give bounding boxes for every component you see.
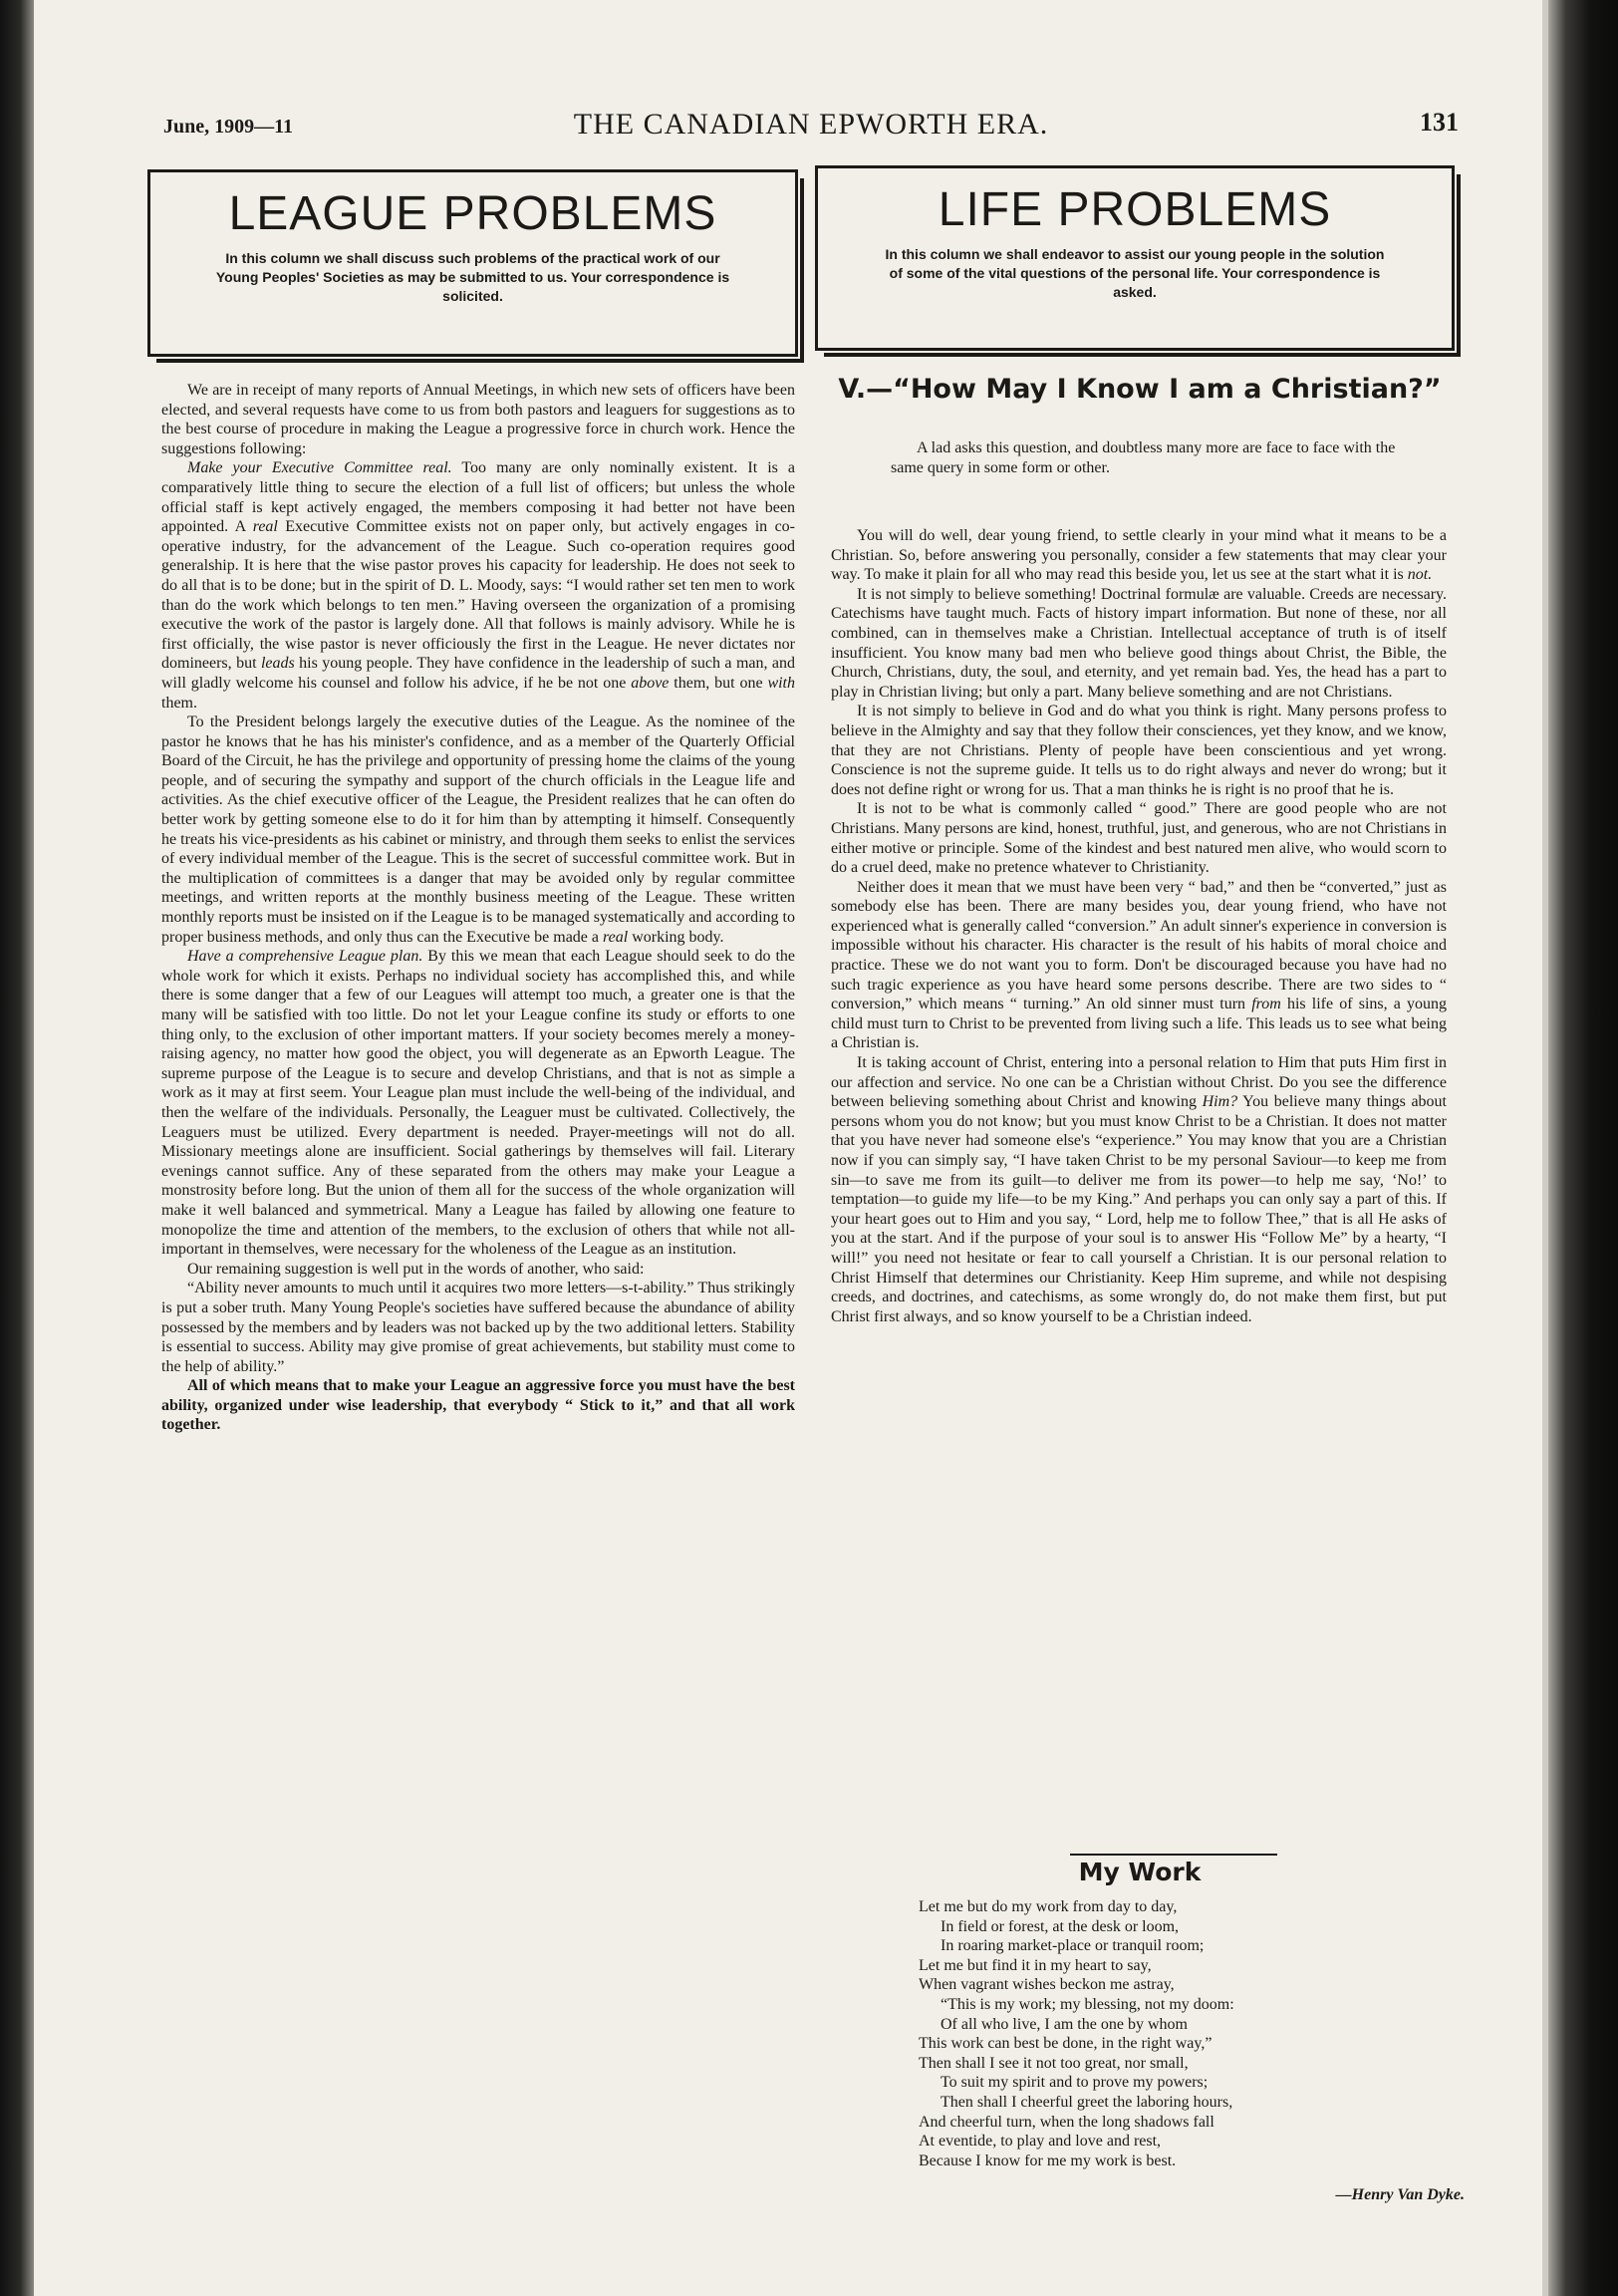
poem-line: And cheerful turn, when the long shadows fall [919, 2113, 1214, 2131]
life-article-title: V.—“How May I Know I am a Christian?” [838, 374, 1442, 405]
league-article-column [161, 381, 795, 1435]
poem-line: Of all who live, I am the one by whom [941, 2015, 1188, 2033]
paragraph: To the President belongs largely the executive duties of the League. As the nominee of the pastor he knows that he has his minister's confidence, and as a member of the Quarterly Official Board of the Circuit, he has the privilege and opportunity of pressing home the claims of the young people, and of securing the sympathy and support of the church officials in the League life and activities. As the chief executive officer of the League, the President realizes that he can often do better work by getting someone else to do it for him than by attempting it himself. Consequently he treats his vice-presidents as his cabinet or ministry, and through them seeks to enlist the services of every individual member of the League. This is the secret of successful committee work. But in the multiplication of committees is a danger that may be avoided only by regular committee meetings, and written reports at the monthly business meeting of the League. These written monthly reports must be insisted on if the League is to be managed systematically and according to proper business methods, and only thus can the Executive be made a real working body. [161, 714, 795, 946]
poem-line: Because I know for me my work is best. [919, 2152, 1177, 2169]
paragraph: Our remaining suggestion is well put in the words of another, who said: [187, 1260, 645, 1278]
poem-title: My Work [1078, 1858, 1202, 1886]
poem-line: At eventide, to play and love and rest, [919, 2133, 1162, 2151]
poem-line: Then shall I see it not too great, nor small, [919, 2054, 1189, 2072]
magazine-page [34, 0, 1542, 2296]
life-article-intro: A lad asks this question, and doubtless many more are face to face with the same query in some form or other. [891, 439, 1396, 476]
paragraph: It is taking account of Christ, entering into a personal relation to Him that puts Him first in our affection and service. No one can be a Christian without Christ. Do you see the difference between believing something about Christ and knowing Him? You believe many things about persons whom you do not know; but you must know Christ to be a Christian. It does not matter that you have never had someone else's “experience.” You may know that you are a Christian now if you can simply say, “I have taken Christ to be my personal Saviour—to keep me from sin—to save me from its guilt—to deliver me from its power—to help me say, ‘No!’ to temptation—to guide my life—to be my King.” And perhaps you can only say a part of this. If your heart goes out to Him and you say, “ Lord, help me to follow Thee,” that is all He asks of you at the start. And if the purpose of your soul is to answer His “Follow Me” by a hearty, “I will!” you need not hesitate or fear to call yourself a Christian. It is our personal relation to Christ Himself that determines our Christianity. Keep Him supreme, and while not despising creeds, and doctrines, and catechisms, as some wrongly do, do not make them first, but put Christ first always, and so know yourself to be a Christian indeed. [831, 1054, 1448, 1325]
issue-date: June, 1909—11 [163, 116, 294, 138]
league-problems-header-box [147, 169, 798, 357]
life-problems-title: LIFE PROBLEMS [938, 183, 1332, 236]
paragraph: We are in receipt of many reports of Annual Meetings, in which new sets of officers have been elected, and several requests have come to us from both pastors and leaguers for suggestions as to the best course of procedure in making the League a progressive force in church work. Hence the suggestions following: [161, 382, 795, 457]
life-problems-description: In this column we shall endeavor to assist our young people in the solution of some of the vital questions of the personal life. Your correspondence is asked. [885, 246, 1385, 300]
closing-paragraph: All of which means that to make your League an aggressive force you must have the best ability, organized under wise leadership, that everybody “ Stick to it,” and that all work together. [161, 1377, 795, 1434]
magazine-title: THE CANADIAN EPWORTH ERA. [573, 108, 1049, 141]
poem-line: “This is my work; my blessing, not my doom: [941, 1995, 1234, 2013]
page-number: 131 [1420, 108, 1459, 137]
binding-right-edge [1548, 0, 1618, 2296]
paragraph: It is not simply to believe in God and do what you think is right. Many persons profess to believe in the Almighty and say that they follow their consciences, yet they know, and we know, that they are not Christians. Plenty of people have been conscientious and yet wrong. Conscience is not the supreme guide. It tells us to do right always and never do wrong; but it does not define right or wrong for us. That a man thinks he is right is no proof that he is. [831, 703, 1447, 798]
poem-line: Let me but find it in my heart to say, [919, 1956, 1152, 1974]
poem-body [919, 1897, 1457, 2170]
poem-line: This work can best be done, in the right way,” [919, 2035, 1213, 2053]
life-problems-header-box [815, 165, 1455, 351]
binding-left-edge [0, 0, 34, 2296]
paragraph: Have a comprehensive League plan. By this we mean that each League should seek to do the whole work for which it exists. Perhaps no individual society has accomplished this, and while there is some danger that a few of our Leagues will attempt too much, a greater one is that the many will be satisfied with too little. Do not let your League confine its study or efforts to one thing only, to the exclusion of other important matters. If your society becomes merely a money-raising agency, no matter how good the object, you will degenerate as an Epworth League. The supreme purpose of the League is to secure and develop Christians, and that is not as simple a work as it may at first seem. Your League plan must include the well-being of the individual, and then the welfare of the individuals. Personally, the Leaguer must be cultivated. Collectively, the Leaguers must be utilized. Every department is needed. Prayer-meetings will not do all. Missionary meetings alone are insufficient. Social gatherings by themselves will fail. Literary evenings cannot suffice. Any of these separated from the others may make your League a monstrosity before long. But the union of them all for the success of the whole organization will make it well balanced and symmetrical. Many a League has failed by allowing one feature to monopolize the time and attention of the members, to the exclusion of others that while not all-important in themselves, were necessary for the wholeness of the League as an institution. [161, 948, 796, 1259]
poem-line: Then shall I cheerful greet the laboring hours, [941, 2093, 1233, 2111]
paragraph: It is not simply to believe something! Doctrinal formulæ are valuable. Creeds are necessary. Catechisms have taught much. Facts of history impart information. But none of these, nor all combined, can in themselves make a Christian. Intellectual acceptance of truth is of itself insufficient. You know many bad men who believe good things about Christ, the Bible, the Church, Christians, duty, the soul, and eternity, and yet remain bad. Yes, the head has a part to play in Christian living; but only a part. Many believe something and are not Christians. [831, 585, 1447, 701]
poem-line: To suit my spirit and to prove my powers; [941, 2074, 1209, 2092]
poem-line: In roaring market-place or tranquil room; [941, 1937, 1205, 1955]
league-problems-description: In this column we shall discuss such problems of the practical work of our Young Peoples' Societies as may be submitted to us. Your correspondence is solicited. [215, 250, 730, 304]
quoted-paragraph: “Ability never amounts to much until it acquires two more letters—s-t-ability.” Thus strikingly is put a sober truth. Many Young People's societies have suffered because the abundance of ability possessed by the members and by leaders was not backed up by the two additional letters. Stability is essential to success. Ability may give promise of great achievements, but stability must come to the help of ability.” [161, 1280, 795, 1375]
poem-line: When vagrant wishes beckon me astray, [919, 1976, 1175, 1994]
poem-author: —Henry Van Dyke. [1335, 2186, 1465, 2203]
poem-line: In field or forest, at the desk or loom, [941, 1917, 1180, 1935]
league-problems-title: LEAGUE PROBLEMS [228, 187, 717, 240]
poem-title-rule [1070, 1854, 1277, 1856]
paragraph: Make your Executive Committee real. Too many are only nominally existent. It is a comparatively little thing to secure the election of a full list of officers; but unless the whole official staff is kept actively engaged, the members composing it had better not have been appointed. A real Executive Committee exists not on paper only, but actively engages in co-operative industry, for the advancement of the League. Such co-operation requires good generalship. It is here that the wise pastor proves his capacity for leadership. He does not seek to do all that is to be done; but in the spirit of D. L. Moody, says: “I would rather set ten men to work than do the work which belongs to ten men.” Having overseen the organization of a promising executive the work of the pastor is largely done. All that follows is mainly advisory. While he is first officially, the wise pastor is never officiously the first in the League. He never dictates nor domineers, but leads his young people. They have confidence in the leadership of such a man, and will gladly welcome his counsel and follow his advice, if he be not one above them, but one with them. [161, 459, 796, 712]
poem-line: Let me but do my work from day to day, [919, 1898, 1178, 1915]
paragraph: Neither does it mean that we must have been very “ bad,” and then be “converted,” just as somebody else has been. There are many besides you, dear young friend, who have not experienced what is generally called “conversion.” An adult sinner's experience in conversion is impossible without his character. His character is the result of his habits of moral choice and practice. These we do not want you to form. Don't be discouraged because you have had no such tragic experience as you have heard some persons describe. There are two sides to “ conversion,” which means “ turning.” An old sinner must turn from his life of sins, a young child must turn to Christ to be prevented from living such a life. This leads us to see what being a Christian is. [831, 878, 1447, 1052]
paragraph: You will do well, dear young friend, to settle clearly in your mind what it means to be a Christian. So, before answering you personally, consider a few statements that may clear your way. To make it plain for all who may read this beside you, let us see at the start what it is not. [831, 527, 1447, 584]
running-head [163, 108, 1459, 147]
life-article-column [831, 526, 1447, 1326]
paragraph: It is not to be what is commonly called “ good.” There are good people who are not Christians. Many persons are kind, honest, truthful, just, and generous, who are not Christians in either motive or principle. Some of the kindest and best natured men alive, who would scorn to do a cruel deed, make no pretence whatever to Christianity. [831, 800, 1447, 877]
